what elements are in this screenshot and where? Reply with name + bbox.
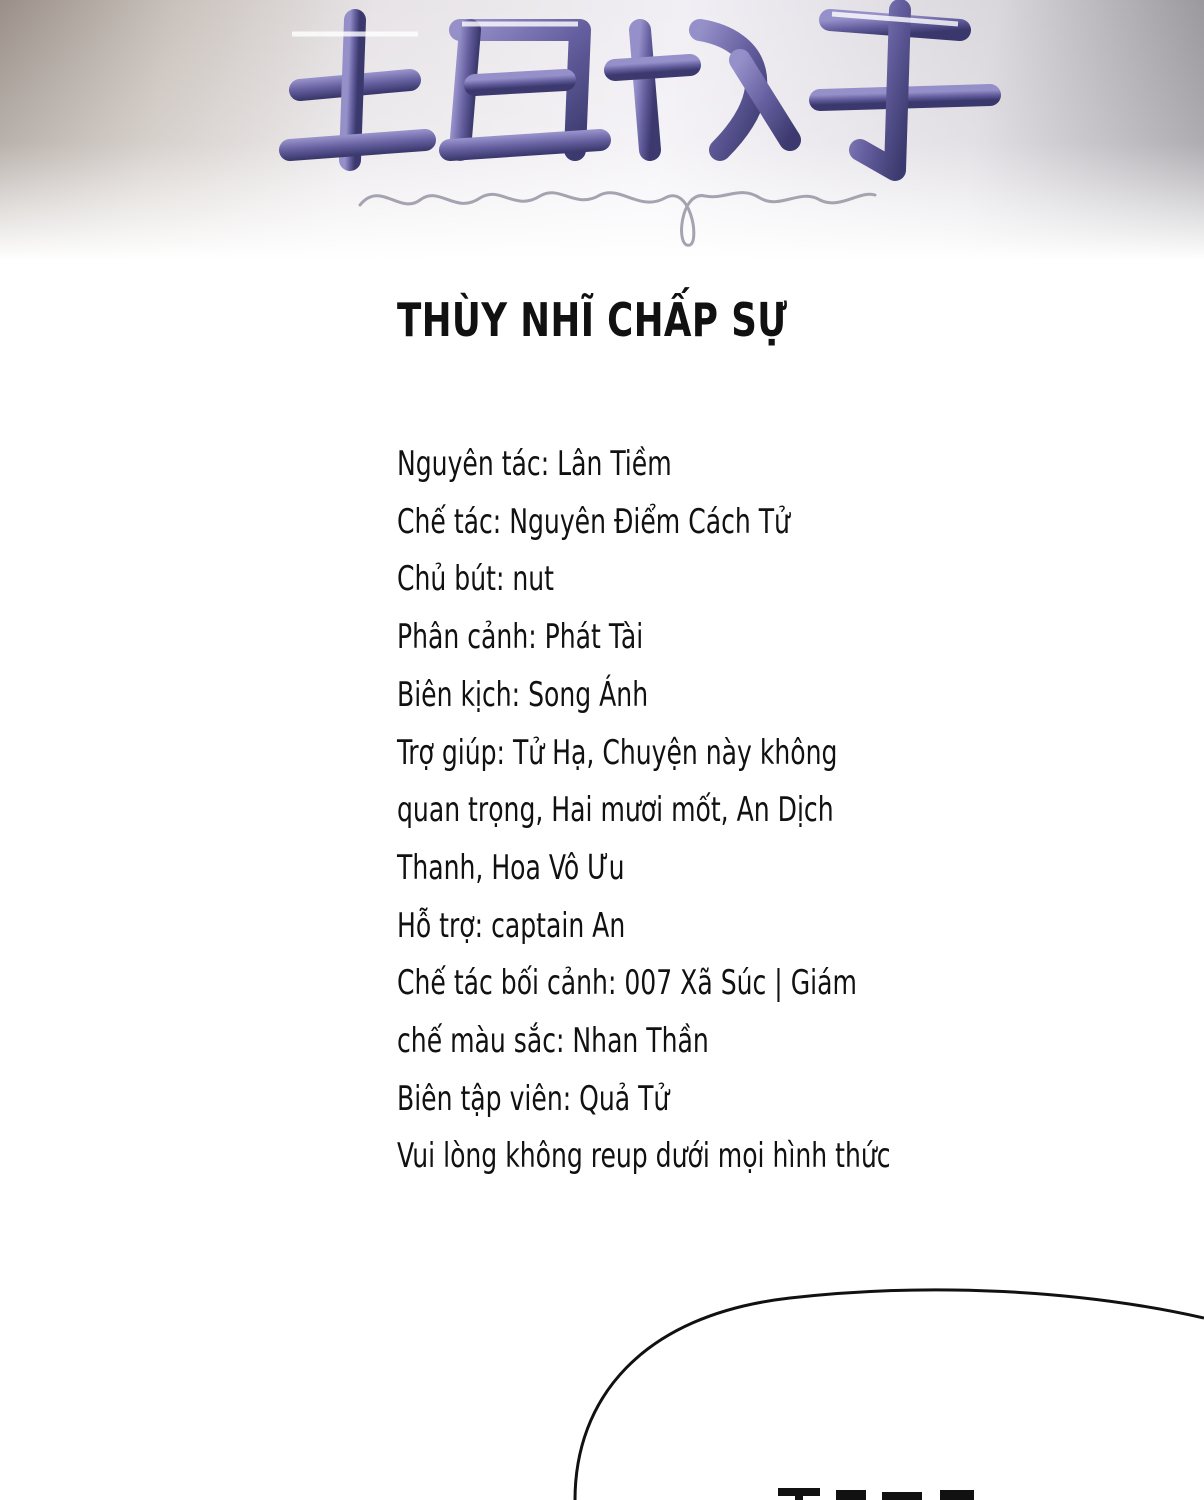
credit-line: Biên kịch: Song Ánh	[397, 674, 649, 715]
credit-line: Trợ giúp: Tử Hạ, Chuyện này không	[397, 732, 838, 773]
credit-line: Chủ bút: nut	[397, 559, 554, 600]
credit-line: Hỗ trợ: captain An	[397, 905, 626, 946]
credit-line: quan trọng, Hai mươi mốt, An Dịch	[397, 790, 834, 831]
credit-line: Nguyên tác: Lân Tiềm	[397, 444, 672, 484]
bubble-text-fragment	[778, 1488, 974, 1500]
credit-line: Chế tác: Nguyên Điểm Cách Tử	[397, 501, 790, 542]
credit-line: Vui lòng không reup dưới mọi hình thức	[397, 1136, 891, 1177]
credit-line: Phân cảnh: Phát Tài	[397, 617, 644, 658]
credit-line: Chế tác bối cảnh: 007 Xã Súc | Giám	[397, 963, 857, 1004]
credit-line: Thanh, Hoa Vô Ưu	[397, 847, 625, 888]
credit-line: chế màu sắc: Nhan Thần	[397, 1021, 709, 1062]
comic-title: THÙY NHĨ CHẤP SỰ	[397, 293, 788, 347]
credit-line: Biên tập viên: Quả Tử	[397, 1078, 670, 1119]
